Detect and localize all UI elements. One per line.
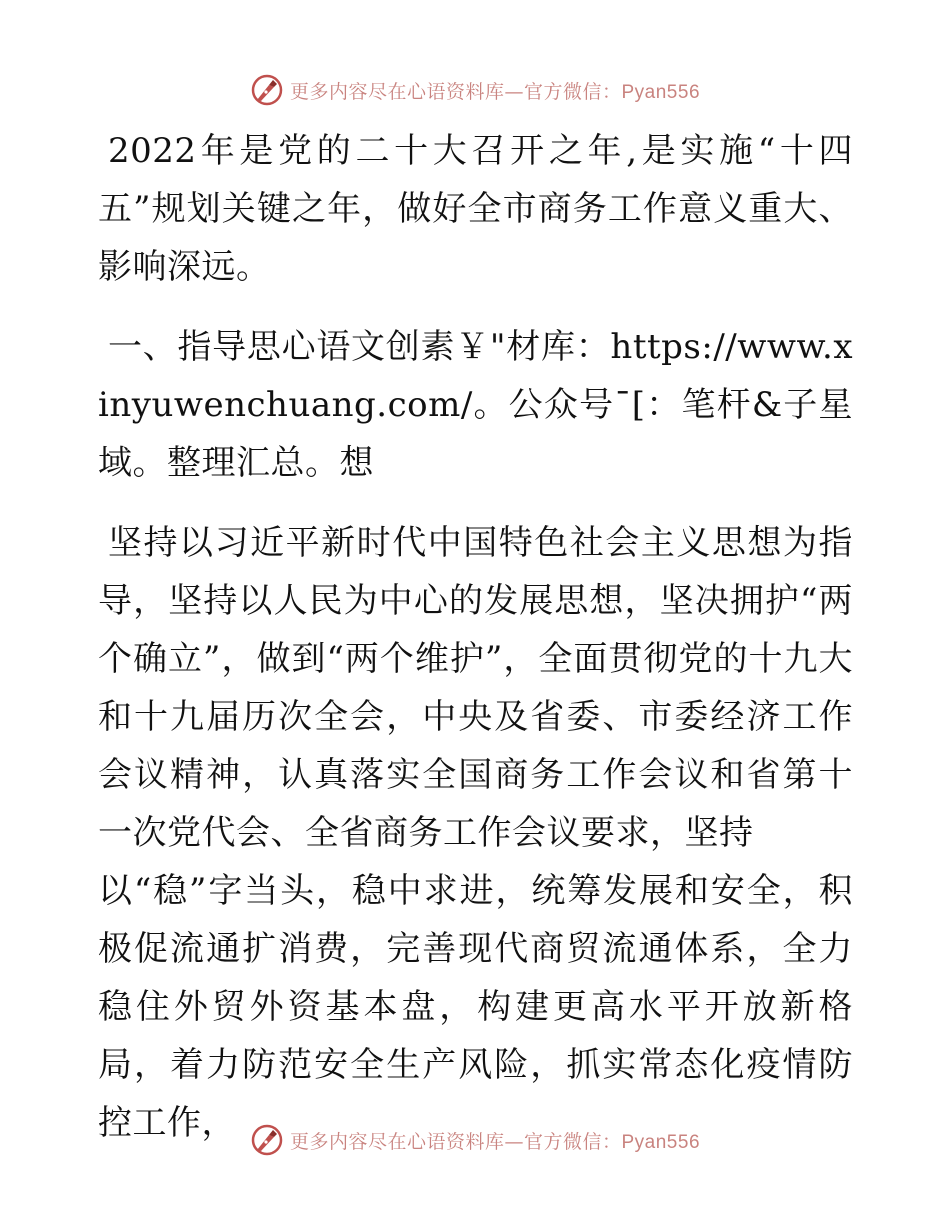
section-heading-guiding-ideology: 一、指导思心语文创素￥"材库：https://www.xinyuwenchuang.com/。公众号¯[：笔杆&子星域。整理汇总。想 [98,327,853,483]
paragraph-intro: 2022年是党的二十大召开之年,是实施“十四五”规划关键之年，做好全市商务工作意义重大、影响深远。 [98,131,853,287]
banner-text: 更多内容尽在心语资料库—官方微信：Pyan556 [289,1130,701,1153]
paragraph-ideology-body: 坚持以习近平新时代中国特色社会主义思想为指导，坚持以人民为中心的发展思想，坚决拥护“两个确立”，做到“两个维护”，全面贯彻党的十九大和十九届历次全会，中央及省委、市委经济工作会议精神，认真落实全国商务工作会议和省第十一次党代会、全省商务工作会议要求，坚持 [98,523,853,853]
document-body [98,122,853,1152]
paragraph-stability-body: 以“稳”字当头，稳中求进，统筹发展和安全，积极促流通扩消费，完善现代商贸流通体系，全力稳住外贸外资基本盘，构建更高水平开放新格局，着力防范安全生产风险，抓实常态化疫情防控工作， [98,871,853,1143]
banner-text: 更多内容尽在心语资料库—官方微信：Pyan556 [289,80,701,103]
header-banner [0,70,950,110]
pen-nib-logo-icon [250,73,284,107]
footer-banner [0,1120,950,1160]
pen-nib-logo-icon [250,1123,284,1157]
